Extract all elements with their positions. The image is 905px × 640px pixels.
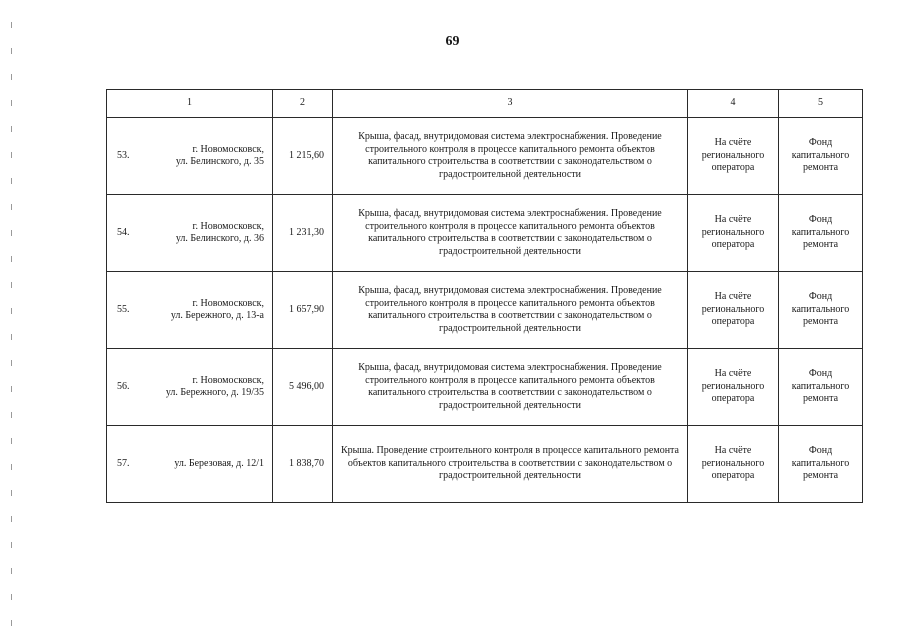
row-number: 56.: [117, 380, 130, 392]
table-row: [107, 272, 863, 349]
area-cell: 1 231,30: [273, 195, 333, 272]
header-col-2: 2: [273, 90, 333, 118]
address-street: ул. Белинского, д. 35: [175, 156, 264, 167]
works-cell: Крыша, фасад, внутридомовая система электроснабжения. Проведение строительного контроля в процессе капитального ремонта объектов капитального строительства в соответствии с законодательством о градостроительной деятельности: [333, 118, 688, 195]
address-cell: [107, 118, 273, 195]
account-cell: На счёте регионального оператора: [688, 426, 779, 503]
row-number: 57.: [117, 457, 130, 469]
row-number: 53.: [117, 149, 130, 161]
table-header-row: [107, 90, 863, 118]
works-cell: Крыша, фасад, внутридомовая система электроснабжения. Проведение строительного контроля в процессе капитального ремонта объектов капитального строительства в соответствии с законодательством о градостроительной деятельности: [333, 195, 688, 272]
address-street: ул. Белинского, д. 36: [175, 233, 264, 244]
header-col-3: 3: [333, 90, 688, 118]
repair-program-table: [106, 89, 863, 503]
works-cell: Крыша, фасад, внутридомовая система электроснабжения. Проведение строительного контроля в процессе капитального ремонта объектов капитального строительства в соответствии с законодательством о градостроительной деятельности: [333, 349, 688, 426]
table-row: [107, 349, 863, 426]
row-number: 54.: [117, 226, 130, 238]
address-cell: [107, 426, 273, 503]
works-cell: Крыша, фасад, внутридомовая система электроснабжения. Проведение строительного контроля в процессе капитального ремонта объектов капитального строительства в соответствии с законодательством о градостроительной деятельности: [333, 272, 688, 349]
fund-cell: Фонд капитального ремонта: [779, 272, 863, 349]
header-col-1: 1: [107, 90, 273, 118]
area-cell: 1 838,70: [273, 426, 333, 503]
address-cell: [107, 195, 273, 272]
address-street: ул. Березовая, д. 12/1: [174, 457, 264, 469]
area-cell: 1 657,90: [273, 272, 333, 349]
area-cell: 1 215,60: [273, 118, 333, 195]
address-city: г. Новомосковск,: [192, 143, 264, 155]
table-row: [107, 426, 863, 503]
fund-cell: Фонд капитального ремонта: [779, 118, 863, 195]
fund-cell: Фонд капитального ремонта: [779, 195, 863, 272]
account-cell: На счёте регионального оператора: [688, 349, 779, 426]
scan-margin-marks: [11, 0, 13, 640]
address-city: г. Новомосковск,: [192, 374, 264, 386]
address-street: ул. Бережного, д. 19/35: [165, 387, 264, 398]
page-number: 69: [445, 34, 460, 49]
row-number: 55.: [117, 303, 130, 315]
table-row: [107, 118, 863, 195]
address-cell: [107, 349, 273, 426]
header-col-5: 5: [779, 90, 863, 118]
address-cell: [107, 272, 273, 349]
address-city: г. Новомосковск,: [192, 220, 264, 232]
works-cell: Крыша. Проведение строительного контроля в процессе капитального ремонта объектов капитального строительства в соответствии с законодательством о градостроительной деятельности: [333, 426, 688, 503]
table-row: [107, 195, 863, 272]
area-cell: 5 496,00: [273, 349, 333, 426]
address-city: г. Новомосковск,: [192, 297, 264, 309]
address-street: ул. Бережного, д. 13-а: [170, 310, 264, 321]
fund-cell: Фонд капитального ремонта: [779, 426, 863, 503]
header-col-4: 4: [688, 90, 779, 118]
fund-cell: Фонд капитального ремонта: [779, 349, 863, 426]
account-cell: На счёте регионального оператора: [688, 118, 779, 195]
account-cell: На счёте регионального оператора: [688, 272, 779, 349]
account-cell: На счёте регионального оператора: [688, 195, 779, 272]
